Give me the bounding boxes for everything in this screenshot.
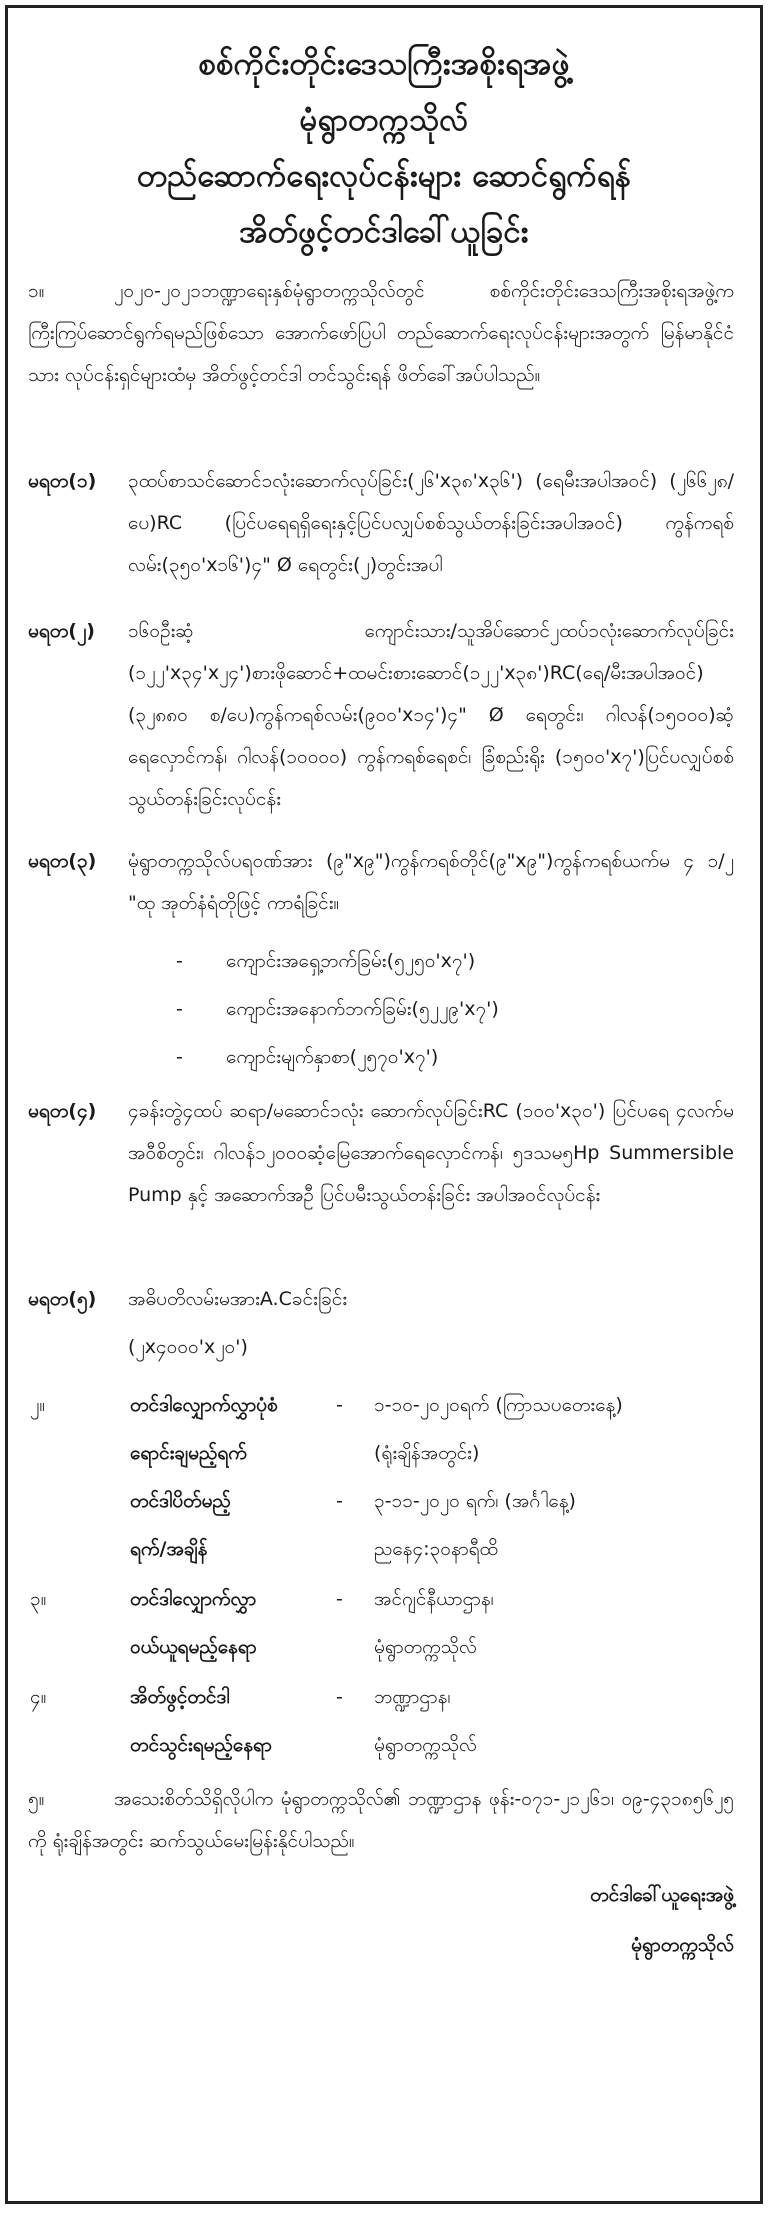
lot-5-text: အဓိပတိလမ်းမအားA.Cခင်းခြင်း xyxy=(128,1288,348,1310)
lot-3-text: မုံရွာတက္ကသိုလ်ပရဝဏ်အား (၉"x၉")ကွန်ကရစ်တိုင်(၉"x၉")ကွန်ကရစ်ယက်မ ၄ ၁/၂ "ထု အုတ်နံရံတိုဖြင့် ကာရံခြင်း။ xyxy=(128,850,734,914)
notice-title xyxy=(8,8,760,260)
final-number: ၅။ xyxy=(28,1788,45,1810)
schedule-label: ဝယ်ယူရမည့်နေရာ xyxy=(130,1636,257,1658)
title-line-works: တည်ဆောက်ရေးလုပ်ငန်းများ ဆောင်ရွက်ရန် xyxy=(136,158,632,194)
lot-5-extra: (၂x၄၀၀၀'x၂၀') xyxy=(128,1336,248,1358)
tender-notice xyxy=(5,5,763,2204)
sub-item-dash: - xyxy=(176,950,183,972)
schedule-number: ၂။ xyxy=(30,1394,46,1416)
intro-text: ၂၀၂၀-၂၀၂၁ဘဏ္ဍာရေးနှစ်မုံရွာတက္ကသိုလ်တွင် စစ်ကိုင်းတိုင်းဒေသကြီးအစိုးရအဖွဲ့က ကြီးကြပ်ဆောင်ရွက်ရမည်ဖြစ်သော အောက်ဖော်ပြပါ တည်ဆောက်ရေးလုပ်ငန်းများအတွက် မြန်မာနိုင်ငံသား လုပ်ငန်းရှင်များထံမှ အိတ်ဖွင့်တင်ဒါ တင်သွင်းရန် ဖိတ်ခေါ်အပ်ပါသည်။ xyxy=(28,280,734,386)
schedule-label: တင်ဒါပိတ်မည့် xyxy=(130,1490,231,1512)
final-text: အသေးစိတ်သိရှိလိုပါက မုံရွာတက္ကသိုလ်၏ ဘဏ္ဍာဌာန ဖုန်း-၀၇၁-၂၁၂၆၁၊ ၀၉-၄၃၁၈၅၆၂၅ ကို ရုံးချိန်အတွင်း ဆက်သွယ်မေးမြန်းနိုင်ပါသည်။ xyxy=(28,1788,734,1852)
lot-2-text: ၁၆၀ဦးဆံ့ ကျောင်းသား/သူအိပ်ဆောင်၂ထပ်၁လုံးဆောက်လုပ်ခြင်း (၁၂၂'x၃၄'x၂၄')စားဖိုဆောင်+ထမင်းစားဆောင်(၁၂၂'x၃၈')RC(ရေ/မီးအပါအဝင်)(၃၂၈၈၀ စ/ပေ)ကွန်ကရစ်လမ်း(၉၀၀'x၁၄')၄" Ø ရေတွင်း၊ ဂါလန်(၁၅၀၀၀)ဆံ့ ရေလှောင်ကန်၊ ဂါလန်(၁၀၀၀၀) ကွန်ကရစ်ရေစင်၊ ခြံစည်းရိုး (၁၅၀၀'x၇')ပြင်ပလျှပ်စစ် သွယ်တန်းခြင်းလုပ်ငန်း xyxy=(128,620,734,810)
sub-item-text: ကျောင်းအရှေ့ဘက်ခြမ်း(၅၂၅၀'x၇') xyxy=(226,950,476,972)
title-line-tender: အိတ်ဖွင့်တင်ဒါခေါ်ယူခြင်း xyxy=(239,214,529,250)
schedule-dash: - xyxy=(336,1394,343,1416)
lot-3-label: မရတ(၃) xyxy=(28,850,97,872)
schedule-value: မုံရွာတက္ကသိုလ် xyxy=(374,1636,477,1658)
schedule-value: ညနေ၄:၃၀နာရီထိ xyxy=(374,1538,498,1560)
lot-5-label: မရတ(၅) xyxy=(28,1288,97,1310)
schedule-value: အင်ဂျင်နီယာဌာန၊ xyxy=(374,1588,494,1610)
lot-4-text: ၄ခန်းတွဲ၄ထပ် ဆရာ/မဆောင်၁လုံး ဆောက်လုပ်ခြင်းRC (၁၀၀'x၃၀') ပြင်ပရေ ၄လက်မအဝီစိတွင်း၊ ဂါလန်၁၂၀၀၀ဆံ့မြေအောက်ရေလှောင်ကန်၊ ၅ဒသမ၅Hp Summersible Pump နှင့် အဆောက်အဦ ပြင်ပမီးသွယ်တန်းခြင်း အပါအဝင်လုပ်ငန်း xyxy=(128,1100,734,1206)
lot-4-label: မရတ(၄) xyxy=(28,1100,97,1122)
title-line-university: မုံရွာတက္ကသိုလ် xyxy=(299,102,469,138)
schedule-number: ၄။ xyxy=(30,1686,47,1708)
schedule-number: ၃။ xyxy=(30,1588,47,1610)
intro-number: ၁။ xyxy=(28,280,45,302)
schedule-label: တင်ဒါလျှောက်လွှာပုံစံ xyxy=(130,1394,278,1416)
schedule-label: အိတ်ဖွင့်တင်ဒါ xyxy=(130,1686,230,1708)
sub-item-dash: - xyxy=(176,998,183,1020)
schedule-value: ၃-၁၁-၂၀၂၀ ရက်၊ (အင်္ဂါနေ့) xyxy=(374,1490,576,1512)
schedule-value: ဘဏ္ဍာဌာန၊ xyxy=(374,1686,451,1708)
schedule-label: ရောင်းချမည့်ရက် xyxy=(130,1442,247,1464)
signature-university: မုံရွာတက္ကသိုလ် xyxy=(631,1934,734,1956)
schedule-dash: - xyxy=(336,1686,343,1708)
sub-item-text: ကျောင်းမျက်နှာစာ(၂၅၇၀'x၇') xyxy=(226,1046,439,1068)
sub-item-text: ကျောင်းအနောက်ဘက်ခြမ်း(၅၂၂၉'x၇') xyxy=(226,998,499,1020)
schedule-label: တင်သွင်းရမည့်နေရာ xyxy=(130,1734,272,1756)
schedule-value: (ရုံးချိန်အတွင်း) xyxy=(374,1442,480,1464)
schedule-label: တင်ဒါလျှောက်လွှာ xyxy=(130,1588,257,1610)
signature-committee: တင်ဒါခေါ်ယူရေးအဖွဲ့ xyxy=(590,1884,734,1906)
title-line-government: စစ်ကိုင်းတိုင်းဒေသကြီးအစိုးရအဖွဲ့ xyxy=(198,46,570,82)
schedule-label: ရက်/အချိန် xyxy=(130,1538,208,1560)
schedule-value: ၁-၁၀-၂၀၂၀ရက် (ကြာသပတေးနေ့) xyxy=(374,1394,623,1416)
schedule-value: မုံရွာတက္ကသိုလ် xyxy=(374,1734,477,1756)
sub-item-dash: - xyxy=(176,1046,183,1068)
lot-1-text: ၃ထပ်စာသင်ဆောင်၁လုံးဆောက်လုပ်ခြင်း(၂၆'x၃၈'x၃၆') (ရေမီးအပါအဝင်) (၂၆၆၂၈/ပေ)RC (ပြင်ပရေရရှိရေးနှင့်ပြင်ပလျှပ်စစ်သွယ်တန်းခြင်းအပါအဝင်) ကွန်ကရစ်လမ်း(၃၅၀'x၁၆')၄" Ø ရေတွင်း(၂)တွင်းအပါ xyxy=(128,470,734,576)
lot-1-label: မရတ(၁) xyxy=(28,470,97,492)
schedule-dash: - xyxy=(336,1490,343,1512)
schedule-dash: - xyxy=(336,1588,343,1610)
lot-2-label: မရတ(၂) xyxy=(28,620,95,642)
